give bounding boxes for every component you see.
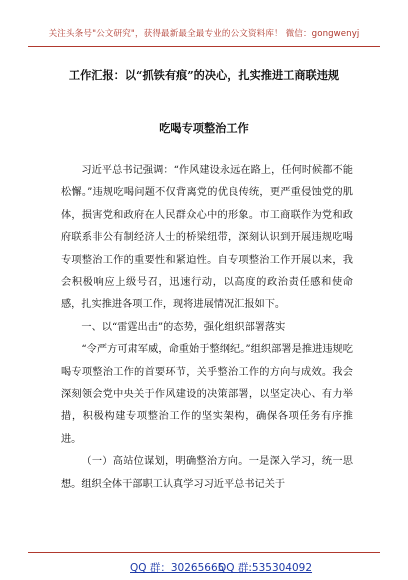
- document-title-line1: 工作汇报：以“抓铁有痕”的决心，扎实推进工商联违规: [68, 68, 340, 82]
- document-title-line2: 吃喝专项整治工作: [159, 121, 249, 135]
- section-heading-1: 一、以“雷霆出击”的态势，强化组织部署落实: [81, 321, 286, 333]
- document-body: [61, 160, 353, 496]
- footer-qq-group-1[interactable]: QQ 群：30265665: [130, 562, 225, 574]
- paragraph-intro: 习近平总书记强调：“作风建设永远在路上，任何时候都不能松懈。”违规吃喝问题不仅背离党的优良传统，更严重侵蚀党的肌体，损害党和政府在人民群众心中的形象。市工商联作为党和政府联系非公有制经济人士的桥梁纽带，深刻认识到开展违规吃喝专项整治工作的重要性和紧迫性。自专项整治工作开展以来，我会积极响应上级号召，迅速行动，以高度的政治责任感和使命感，扎实推进各项工作，现将进展情况汇报如下。: [61, 165, 353, 311]
- paragraph-subsection-1: （一）高站位谋划，明确整治方向。一是深入学习，统一思想。组织全体干部职工认真学习习近平总书记关于: [61, 456, 353, 490]
- page-header: [0, 0, 408, 52]
- footer-qq-group-2[interactable]: QQ 群:535304092: [218, 562, 313, 574]
- header-divider: [28, 46, 380, 47]
- page-footer: [0, 552, 408, 580]
- footer-divider: [28, 552, 380, 553]
- paragraph-section-1: “令严方可肃军威，命重始于整纲纪。”组织部署是推进违规吃喝专项整治工作的首要环节，关乎整治工作的方向与成效。我会深刻领会党中央关于作风建设的决策部署，以坚定决心、有力举措，积极构建专项整治工作的坚实架构，确保各项任务有序推进。: [61, 344, 353, 445]
- header-notice: 关注头条号"公文研究"，获得最新最全最专业的公文资料库！ 微信：gongwenyj: [48, 29, 360, 39]
